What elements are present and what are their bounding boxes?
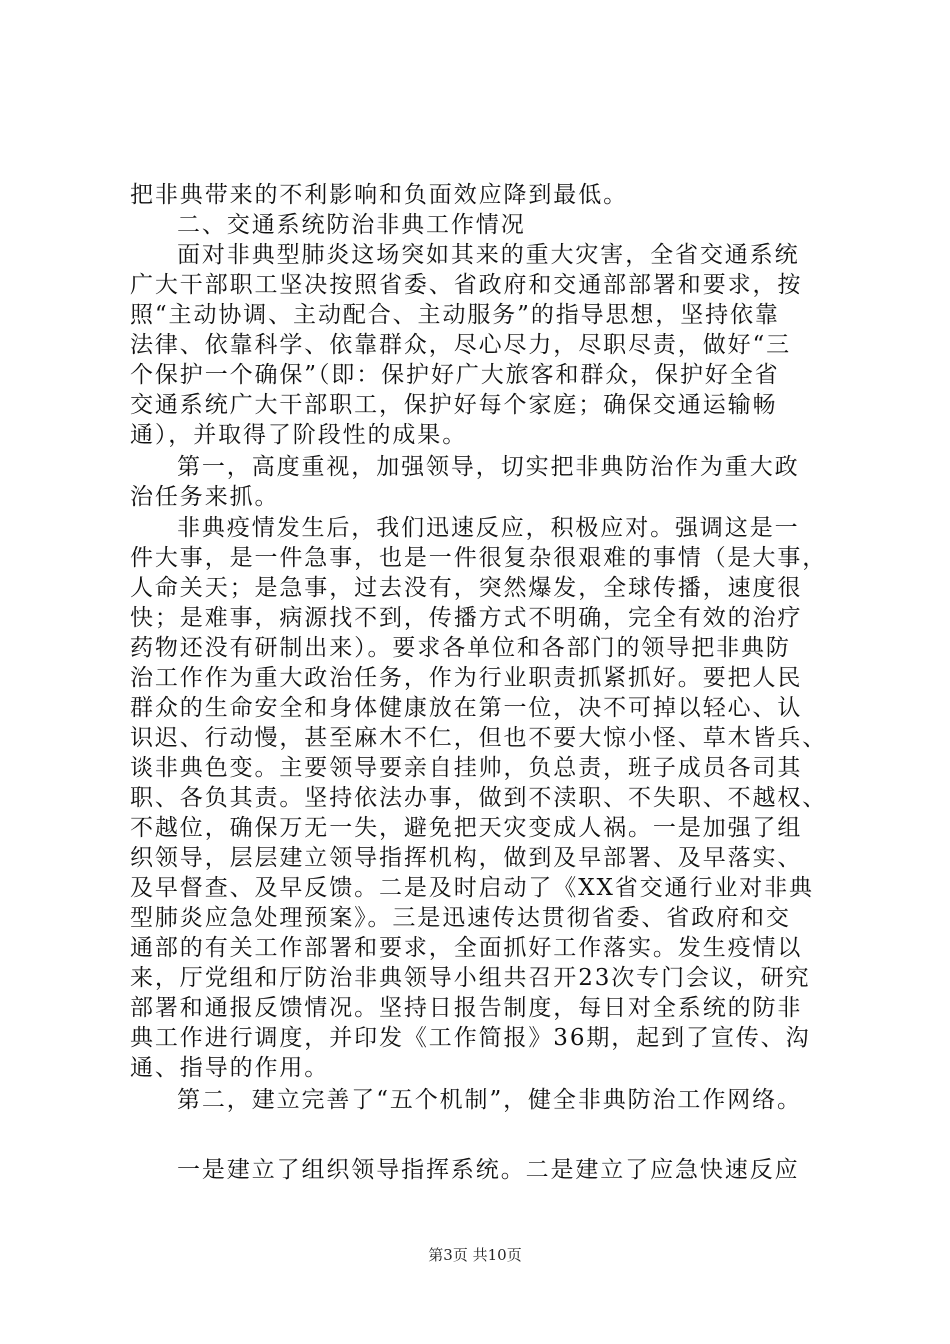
paragraph-line: 快；是难事，病源找不到，传播方式不明确，完全有效的治疗 <box>130 605 803 631</box>
paragraph-line: 治工作作为重大政治任务，作为行业职责抓紧抓好。要把人民 <box>130 665 803 691</box>
paragraph-line: 群众的生命安全和身体健康放在第一位，决不可掉以轻心、认 <box>130 695 803 721</box>
paragraph-line: 不越位，确保万无一失，避免把天灾变成人祸。一是加强了组 <box>130 815 803 841</box>
paragraph-line: 一是建立了组织领导指挥系统。二是建立了应急快速反应 <box>177 1157 800 1183</box>
paragraph-line: 部署和通报反馈情况。坚持日报告制度，每日对全系统的防非 <box>130 995 803 1021</box>
paragraph-line: 药物还没有研制出来）。要求各单位和各部门的领导把非典防 <box>130 635 791 661</box>
paragraph-line: 典工作进行调度，并印发《工作简报》36期，起到了宣传、沟 <box>130 1025 811 1051</box>
paragraph-line: 谈非典色变。主要领导要亲自挂帅，负总责，班子成员各司其 <box>130 755 803 781</box>
paragraph-line: 第二，建立完善了“五个机制”，健全非典防治工作网络。 <box>177 1087 802 1113</box>
paragraph-line: 交通系统广大干部职工，保护好每个家庭；确保交通运输畅 <box>130 392 778 418</box>
paragraph-line: 法律、依靠科学、依靠群众，尽心尽力，尽职尽责，做好“三 <box>130 332 792 358</box>
paragraph-line: 广大干部职工坚决按照省委、省政府和交通部部署和要求，按 <box>130 272 803 298</box>
section-heading: 二、交通系统防治非典工作情况 <box>177 212 526 238</box>
paragraph-line: 识迟、行动慢，甚至麻木不仁，但也不要大惊小怪、草木皆兵、 <box>130 725 828 751</box>
paragraph-line: 通），并取得了阶段性的成果。 <box>130 422 468 448</box>
paragraph-line: 织领导，层层建立领导指挥机构，做到及早部署、及早落实、 <box>130 845 803 871</box>
page-number-footer: 第3页 共10页 <box>428 1246 522 1264</box>
paragraph-line: 照“主动协调、主动配合、主动服务”的指导思想，坚持依靠 <box>130 302 780 328</box>
paragraph-line: 型肺炎应急处理预案》。三是迅速传达贯彻省委、省政府和交 <box>130 905 791 931</box>
paragraph-line: 个保护一个确保”（即：保护好广大旅客和群众，保护好全省 <box>130 362 780 388</box>
paragraph-line: 职、各负其责。坚持依法办事，做到不渎职、不失职、不越权、 <box>130 785 828 811</box>
paragraph-line: 把非典带来的不利影响和负面效应降到最低。 <box>130 182 628 208</box>
paragraph-line: 来，厅党组和厅防治非典领导小组共召开23次专门会议，研究 <box>130 965 811 991</box>
paragraph-line: 通部的有关工作部署和要求，全面抓好工作落实。发生疫情以 <box>130 935 803 961</box>
paragraph-line: 人命关天；是急事，过去没有，突然爆发，全球传播，速度很 <box>130 575 803 601</box>
paragraph-line: 及早督查、及早反馈。二是及时启动了《XX省交通行业对非典 <box>130 875 814 901</box>
paragraph-line: 第一，高度重视，加强领导，切实把非典防治作为重大政 <box>177 454 800 480</box>
paragraph-line: 非典疫情发生后，我们迅速反应，积极应对。强调这是一 <box>177 515 800 541</box>
paragraph-line: 治任务来抓。 <box>130 484 280 510</box>
paragraph-line: 面对非典型肺炎这场突如其来的重大灾害，全省交通系统 <box>177 242 800 268</box>
paragraph-line: 件大事，是一件急事，也是一件很复杂很艰难的事情（是大事， <box>130 545 828 571</box>
paragraph-line: 通、指导的作用。 <box>130 1055 330 1081</box>
